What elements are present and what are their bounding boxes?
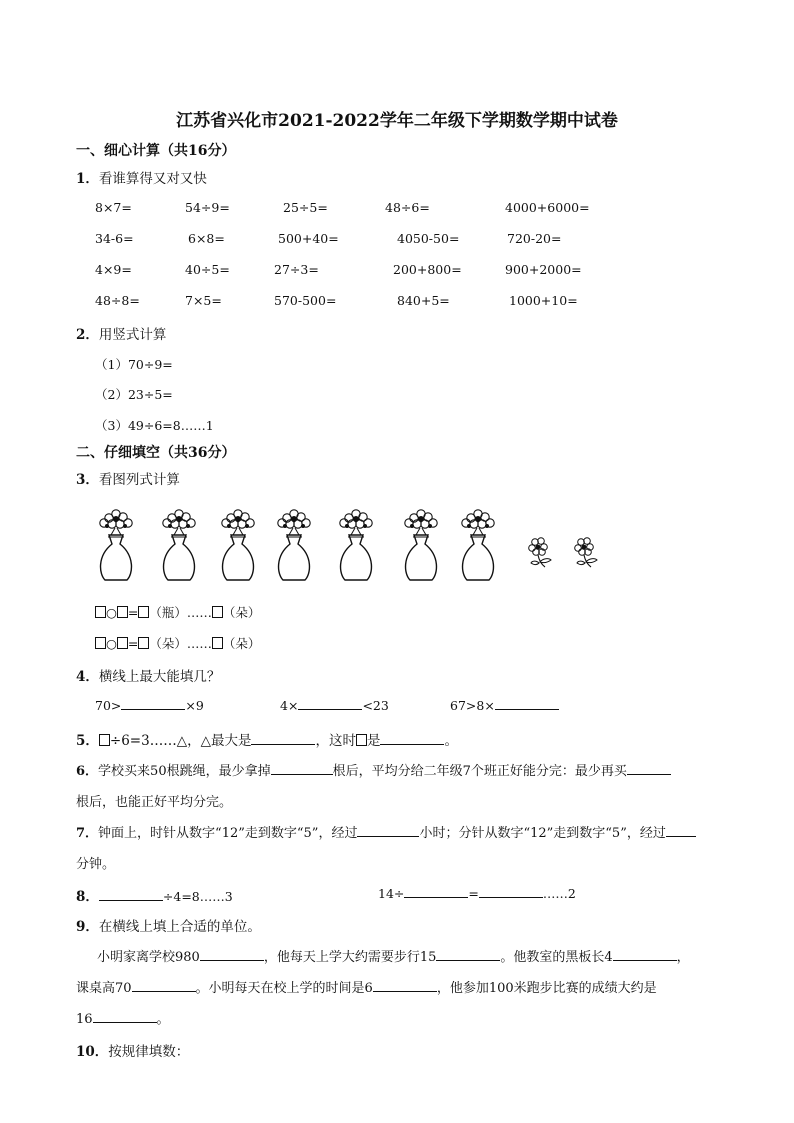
equation-line-1 xyxy=(95,603,260,621)
question-text: 。 xyxy=(444,733,458,749)
question-text: 是 xyxy=(366,733,381,749)
question-5 xyxy=(76,729,458,749)
question-number: 3． xyxy=(76,472,99,488)
section-2-heading: 二、仔细填空（共36分） xyxy=(76,445,236,461)
question-text: 16 xyxy=(76,1012,93,1027)
question-3 xyxy=(76,468,180,488)
question-number: 5． xyxy=(76,733,99,749)
question-9-line-1 xyxy=(97,946,690,965)
question-number: 2． xyxy=(76,327,99,343)
operator-circle: ○ xyxy=(106,636,117,651)
q4-part-2 xyxy=(280,698,389,713)
question-8-part-2 xyxy=(378,886,576,901)
question-6-continued: 根后，也能正好平均分完。 xyxy=(76,795,233,810)
grid-cell: 840+5= xyxy=(397,293,450,308)
question-number: 1． xyxy=(76,171,99,187)
unit-label: （朵） xyxy=(222,636,261,651)
unit-label: （朵）…… xyxy=(149,636,212,651)
page-title: 江苏省兴化市2021-2022学年二年级下学期数学期中试卷 xyxy=(176,111,618,131)
question-text: 小时；分针从数字“12”走到数字“5”，经过 xyxy=(419,826,666,841)
grid-cell: 1000+10= xyxy=(509,293,578,308)
question-text: 学校买来50根跳绳，最少拿掉 xyxy=(98,764,271,779)
answer-blank[interactable] xyxy=(495,698,559,710)
question-text: ， xyxy=(676,950,690,965)
vase-icon xyxy=(405,510,437,580)
grid-cell: 34-6= xyxy=(95,231,134,246)
question-text: 横线上最大能填几？ xyxy=(98,669,221,685)
answer-box[interactable] xyxy=(117,637,128,649)
answer-blank[interactable] xyxy=(479,886,543,898)
question-2 xyxy=(76,323,166,343)
vase-icon xyxy=(462,510,494,580)
flower-icon xyxy=(529,538,551,567)
question-text: 按规律填数： xyxy=(108,1044,190,1060)
answer-blank[interactable] xyxy=(666,825,696,837)
question-text: 小明家离学校980 xyxy=(97,950,200,965)
equals-sign: = xyxy=(127,636,139,651)
question-text: 用竖式计算 xyxy=(98,327,167,343)
question-text: ，他参加100米跑步比赛的成绩大约是 xyxy=(436,981,657,996)
expr-text: <23 xyxy=(362,698,389,713)
question-text: 课桌高70 xyxy=(76,981,132,996)
answer-box[interactable] xyxy=(212,637,223,649)
sub-item: （2）23÷5= xyxy=(95,387,173,402)
question-7-continued: 分钟。 xyxy=(76,857,116,872)
expr-text: 67>8× xyxy=(450,698,495,713)
expr-text: 14÷ xyxy=(378,886,405,901)
answer-blank[interactable] xyxy=(200,949,264,961)
grid-cell: 27÷3= xyxy=(274,262,319,277)
grid-cell: 200+800= xyxy=(393,262,462,277)
expr-text: 70> xyxy=(95,698,122,713)
answer-box[interactable] xyxy=(138,637,149,649)
section-1-heading: 一、细心计算（共16分） xyxy=(76,143,236,159)
expr-text: ……2 xyxy=(542,886,576,901)
question-text: 在横线上填上合适的单位。 xyxy=(98,919,261,935)
question-9-line-2 xyxy=(76,977,657,996)
question-text: 看谁算得又对又快 xyxy=(98,171,207,187)
vase-icon xyxy=(340,510,372,580)
answer-box[interactable] xyxy=(99,734,110,746)
answer-blank[interactable] xyxy=(613,949,677,961)
question-9 xyxy=(76,915,261,935)
answer-box[interactable] xyxy=(356,734,367,746)
answer-blank[interactable] xyxy=(380,733,444,745)
expr-text: = xyxy=(468,886,479,901)
question-number: 7． xyxy=(76,826,99,841)
question-9-line-3 xyxy=(76,1008,170,1027)
answer-box[interactable] xyxy=(117,606,128,618)
grid-cell: 720-20= xyxy=(507,231,562,246)
grid-cell: 6×8= xyxy=(188,231,225,246)
question-text: 。 xyxy=(156,1012,170,1027)
answer-box[interactable] xyxy=(212,606,223,618)
sub-item: （3）49÷6=8……1 xyxy=(95,418,214,433)
question-number: 9． xyxy=(76,919,99,935)
answer-blank[interactable] xyxy=(404,886,468,898)
question-text: ，这时 xyxy=(315,733,356,749)
question-10 xyxy=(76,1040,189,1060)
expr-text: ÷4=8……3 xyxy=(162,889,233,904)
flower-icon xyxy=(575,538,597,567)
vase-icon xyxy=(163,510,195,580)
grid-cell: 25÷5= xyxy=(283,200,328,215)
operator-circle: ○ xyxy=(106,605,117,620)
question-text: ÷6=3……△，△最大是 xyxy=(109,733,252,749)
question-number: 4． xyxy=(76,669,99,685)
equals-sign: = xyxy=(127,605,139,620)
grid-cell: 570-500= xyxy=(274,293,337,308)
grid-cell: 4050-50= xyxy=(397,231,460,246)
question-1 xyxy=(76,167,207,187)
question-4 xyxy=(76,665,220,685)
question-text: 根后，平均分给二年级7个班正好能分完：最少再买 xyxy=(332,764,627,779)
sub-item: （1）70÷9= xyxy=(95,357,173,372)
answer-blank[interactable] xyxy=(121,698,185,710)
vase-icon xyxy=(222,510,254,580)
grid-cell: 7×5= xyxy=(185,293,222,308)
question-7 xyxy=(76,822,696,841)
q4-part-3 xyxy=(450,698,559,713)
question-8 xyxy=(76,885,233,905)
answer-blank[interactable] xyxy=(436,949,500,961)
answer-blank[interactable] xyxy=(132,980,196,992)
answer-box[interactable] xyxy=(138,606,149,618)
question-text: ，他每天上学大约需要步行15 xyxy=(263,950,437,965)
question-number: 10． xyxy=(76,1044,109,1060)
equation-line-2 xyxy=(95,634,260,652)
question-number: 8． xyxy=(76,889,99,905)
grid-cell: 900+2000= xyxy=(505,262,582,277)
grid-cell: 4×9= xyxy=(95,262,132,277)
vase-icon xyxy=(100,510,132,580)
vase-icon xyxy=(278,510,310,580)
grid-cell: 8×7= xyxy=(95,200,132,215)
grid-cell: 48÷8= xyxy=(95,293,140,308)
answer-box[interactable] xyxy=(95,637,106,649)
grid-cell: 40÷5= xyxy=(185,262,230,277)
expr-text: ×9 xyxy=(185,698,204,713)
answer-blank[interactable] xyxy=(271,763,333,775)
unit-label: （朵） xyxy=(222,605,261,620)
answer-blank[interactable] xyxy=(251,733,315,745)
grid-cell: 54÷9= xyxy=(185,200,230,215)
answer-blank[interactable] xyxy=(373,980,437,992)
grid-cell: 48÷6= xyxy=(385,200,430,215)
answer-box[interactable] xyxy=(95,606,106,618)
question-number: 6． xyxy=(76,764,99,779)
question-text: 。他教室的黑板长4 xyxy=(500,950,613,965)
answer-blank[interactable] xyxy=(298,698,362,710)
vase-flower-picture xyxy=(95,500,615,582)
question-6 xyxy=(76,760,671,779)
answer-blank[interactable] xyxy=(99,889,163,901)
q4-part-1 xyxy=(95,698,204,713)
question-text: 看图列式计算 xyxy=(98,472,180,488)
question-text: 钟面上，时针从数字“12”走到数字“5”，经过 xyxy=(98,826,358,841)
question-text: 。小明每天在校上学的时间是6 xyxy=(195,981,373,996)
grid-cell: 4000+6000= xyxy=(505,200,590,215)
expr-text: 4× xyxy=(280,698,299,713)
answer-blank[interactable] xyxy=(93,1011,157,1023)
grid-cell: 500+40= xyxy=(278,231,339,246)
answer-blank[interactable] xyxy=(627,763,671,775)
unit-label: （瓶）…… xyxy=(149,605,212,620)
answer-blank[interactable] xyxy=(357,825,419,837)
